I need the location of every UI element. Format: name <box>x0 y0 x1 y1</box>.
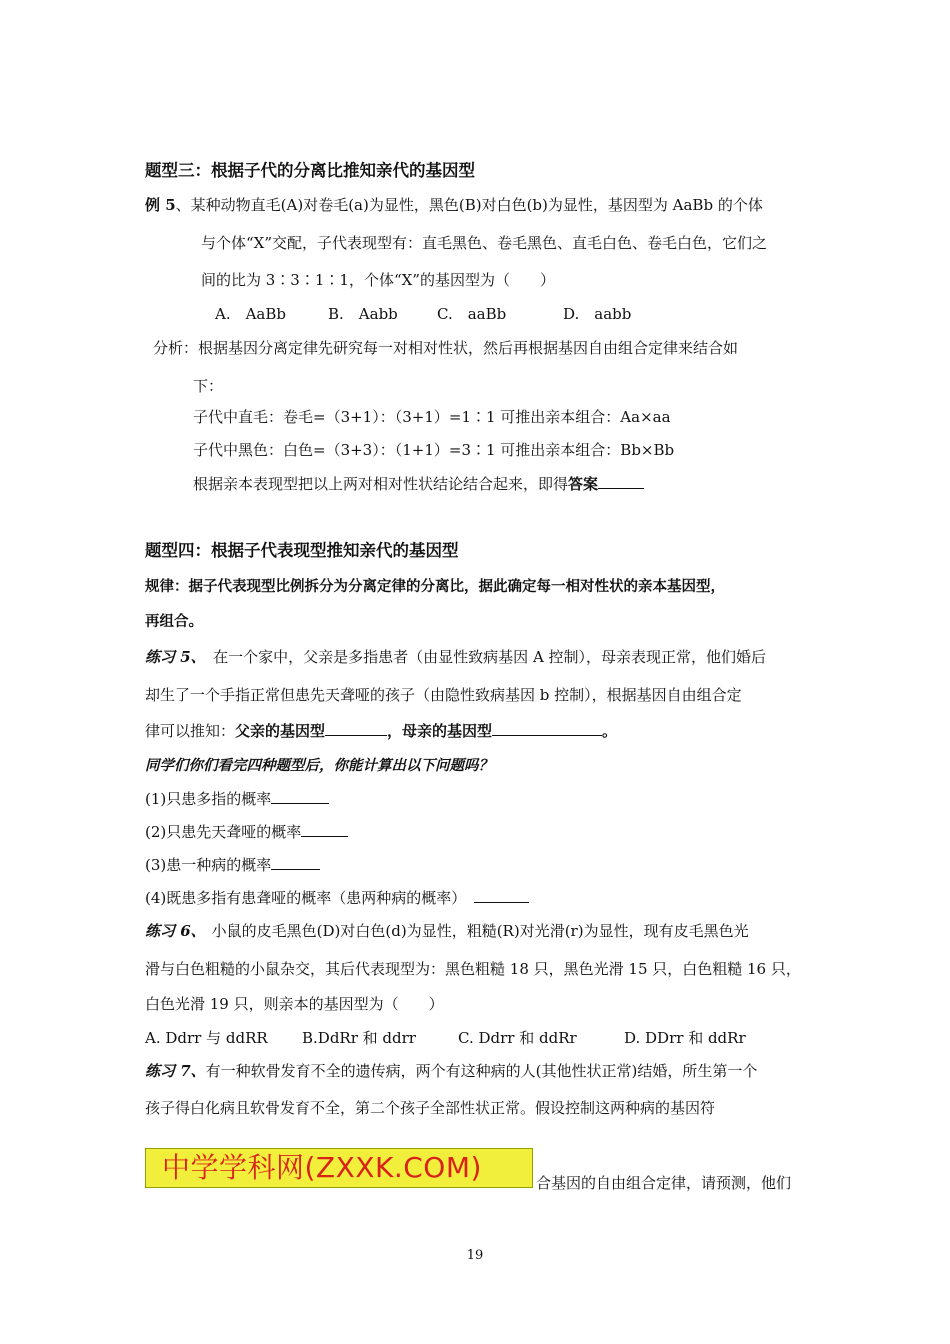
practice-6-line-1 <box>145 921 749 941</box>
practice-5-lead: 律可以推知： <box>145 722 236 740</box>
option-c: C. aaBb <box>437 305 507 323</box>
practice-6-option-c: C. Ddrr 和 ddRr <box>458 1029 577 1047</box>
practice-6-line-3: 白色光滑 19 只，则亲本的基因型为（ ） <box>145 995 444 1013</box>
analysis-line-1: 分析：根据基因分离定律先研究每一对相对性状，然后再根据基因自由组合定律来结合如 <box>153 339 739 357</box>
practice-7-line-1 <box>145 1061 757 1081</box>
father-genotype-blank[interactable] <box>325 721 387 736</box>
rule-line-1: 规律：据子代表现型比例拆分为分离定律的分离比，据此确定每一相对性状的亲本基因型， <box>145 579 725 595</box>
question-1-text: (1)只患多指的概率 <box>145 790 272 808</box>
question-4-blank[interactable] <box>474 888 529 903</box>
section-4-title: 题型四：根据子代表现型推知亲代的基因型 <box>145 541 459 560</box>
practice-7-line-2: 孩子得白化病且软骨发育不全，第二个孩子全部性状正常。假设控制这两种病的基因符 <box>145 1099 716 1117</box>
practice-5-line-3 <box>145 721 617 741</box>
analysis-line-5 <box>193 474 644 494</box>
analysis-line-3: 子代中直毛：卷毛=（3+1）：（3+1）=1∶1 可推出亲本组合：Aa×aa <box>193 408 671 426</box>
option-a: A. AaBb <box>215 305 287 323</box>
practice-6-option-b: B.DdRr 和 ddrr <box>302 1029 416 1047</box>
practice-5-text: 在一个家中，父亲是多指患者（由显性致病基因 A 控制），母亲表现正常，他们婚后 <box>198 648 767 666</box>
mother-genotype-label: ，母亲的基因型 <box>387 722 493 740</box>
question-4 <box>145 888 529 908</box>
practice-7-text: 有一种软骨发育不全的遗传病，两个有这种病的人(其他性状正常)结婚，所生第一个 <box>205 1062 758 1080</box>
practice-6-text: 小鼠的皮毛黑色(D)对白色(d)为显性，粗糙(R)对光滑(r)为显性，现有皮毛黑色光 <box>211 922 749 940</box>
example-5-label: 例 5 <box>145 196 176 214</box>
analysis-conclusion: 根据亲本表现型把以上两对相对性状结论结合起来，即得 <box>193 475 569 493</box>
watermark-logo: 中学学科网(ZXXK.COM) <box>145 1148 533 1188</box>
example-5-text: 、某种动物直毛(A)对卷毛(a)为显性，黑色(B)对白色(b)为显性，基因型为 AaBb 的个体 <box>175 196 763 214</box>
question-2-blank[interactable] <box>301 822 348 837</box>
page-number: 19 <box>466 1248 484 1263</box>
practice-5-line-2: 却生了一个手指正常但患先天聋哑的孩子（由隐性致病基因 b 控制），根据基因自由组合定 <box>145 686 742 704</box>
question-3 <box>145 855 320 875</box>
answer-blank[interactable] <box>598 474 644 489</box>
question-2 <box>145 822 348 842</box>
example-5-line-3: 间的比为 3∶3∶1∶1，个体“X”的基因型为（ ） <box>201 271 555 289</box>
practice-7-label: 练习 7、 <box>145 1062 206 1080</box>
example-5-line-1 <box>145 195 763 215</box>
question-3-text: (3)患一种病的概率 <box>145 856 272 874</box>
question-1-blank[interactable] <box>271 789 329 804</box>
period: 。 <box>602 722 618 740</box>
option-d: D. aabb <box>563 305 632 323</box>
example-5-line-2: 与个体“X”交配，子代表现型有：直毛黑色、卷毛黑色、直毛白色、卷毛白色，它们之 <box>201 234 768 252</box>
questions-intro: 同学们你们看完四种题型后，你能计算出以下问题吗？ <box>145 758 493 774</box>
practice-5-label: 练习 5、 <box>145 648 199 666</box>
answer-label: 答案 <box>568 475 599 493</box>
option-b: B. Aabb <box>328 305 398 323</box>
practice-6-line-2: 滑与白色粗糙的小鼠杂交，其后代表现型为：黑色粗糙 18 只，黑色光滑 15 只，白色粗糙 16 只， <box>145 960 801 978</box>
question-4-text: (4)既患多指有患聋哑的概率（患两种病的概率） <box>145 889 467 907</box>
analysis-line-2: 下： <box>193 377 224 395</box>
practice-6-option-d: D. DDrr 和 ddRr <box>624 1029 746 1047</box>
question-3-blank[interactable] <box>271 855 320 870</box>
rule-line-2: 再组合。 <box>145 614 203 630</box>
question-2-text: (2)只患先天聋哑的概率 <box>145 823 302 841</box>
question-1 <box>145 789 329 809</box>
father-genotype-label: 父亲的基因型 <box>235 722 326 740</box>
practice-6-label: 练习 6、 <box>145 922 206 940</box>
analysis-line-4: 子代中黑色：白色=（3+3）：（1+1）=3∶1 可推出亲本组合：Bb×Bb <box>193 441 675 459</box>
practice-5-line-1 <box>145 647 766 667</box>
mother-genotype-blank[interactable] <box>492 721 602 736</box>
section-3-title: 题型三：根据子代的分离比推知亲代的基因型 <box>145 161 475 180</box>
practice-6-option-a: A. Ddrr 与 ddRR <box>145 1029 268 1047</box>
practice-7-line-3: 合基因的自由组合定律，请预测，他们 <box>536 1174 792 1192</box>
